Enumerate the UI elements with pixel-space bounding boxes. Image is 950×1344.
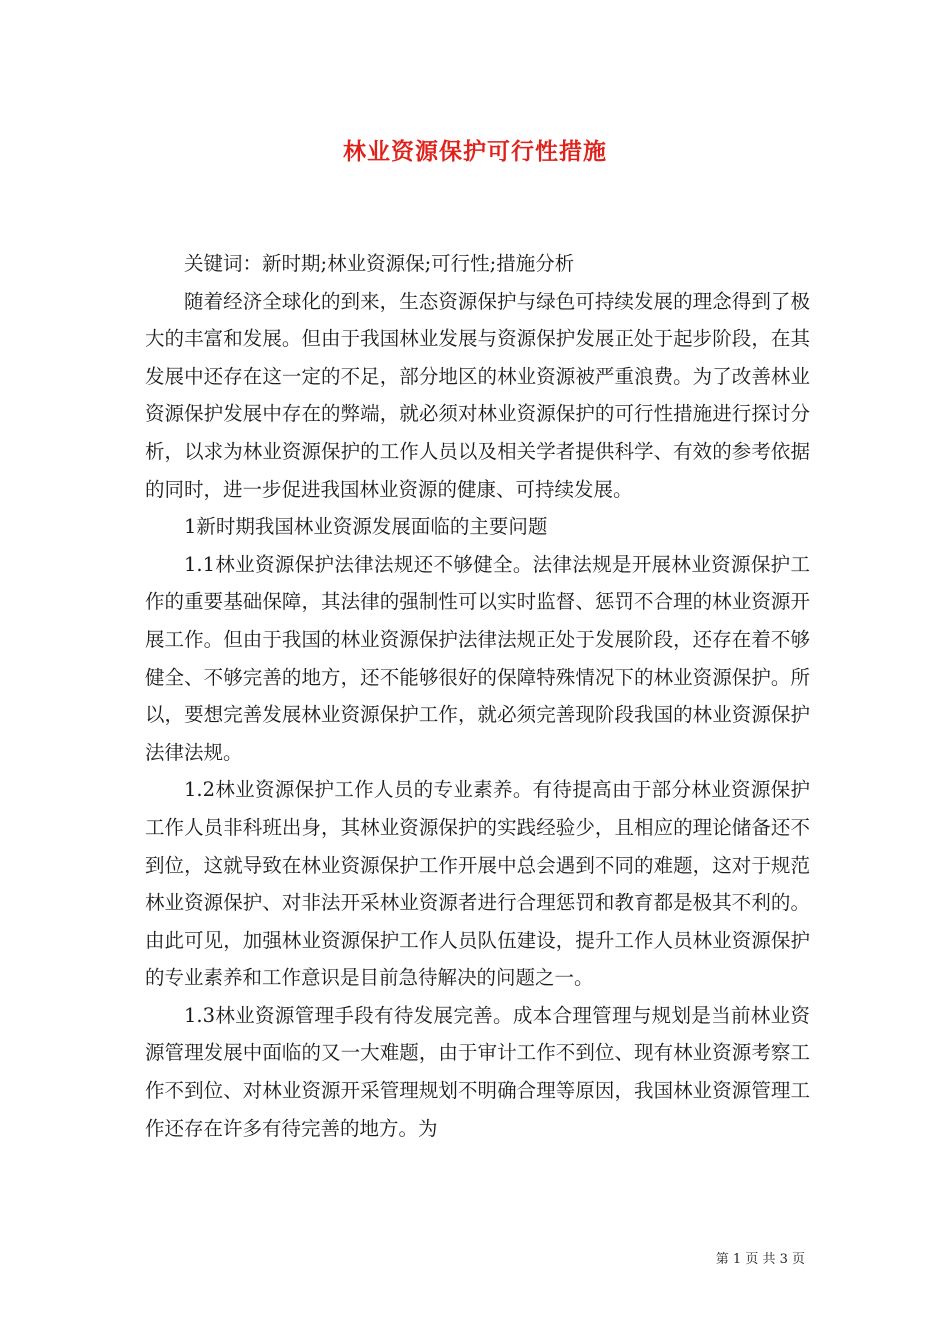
section-1-2-paragraph: 1.2林业资源保护工作人员的专业素养。有待提高由于部分林业资源保护工作人员非科班出身，其林业资源保护的实践经验少，且相应的理论储备还不到位，这就导致在林业资源保护工作开展中总会遇到不同的难题，这对于规范林业资源保护、对非法开采林业资源者进行合理惩罚和教育都是极其不利的。由此可见，加强林业资源保护工作人员队伍建设，提升工作人员林业资源保护的专业素养和工作意识是目前急待解决的问题之一。 — [145, 778, 810, 990]
document-title: 林业资源保护可行性措施 — [343, 139, 607, 165]
keywords-paragraph: 关键词：新时期;林业资源保;可行性;措施分析 — [184, 252, 575, 275]
document-body — [145, 245, 810, 1147]
section-1-3-paragraph: 1.3林业资源管理手段有待发展完善。成本合理管理与规划是当前林业资源管理发展中面临的又一大难题，由于审计工作不到位、现有林业资源考察工作不到位、对林业资源开采管理规划不明确合理等原因，我国林业资源管理工作还存在许多有待完善的地方。为 — [145, 1003, 810, 1140]
section-1-1-paragraph: 1.1林业资源保护法律法规还不够健全。法律法规是开展林业资源保护工作的重要基础保障，其法律的强制性可以实时监督、惩罚不合理的林业资源开展工作。但由于我国的林业资源保护法律法规正处于发展阶段，还存在着不够健全、不够完善的地方，还不能够很好的保障特殊情况下的林业资源保护。所以，要想完善发展林业资源保护工作，就必须完善现阶段我国的林业资源保护法律法规。 — [145, 552, 810, 764]
page-number-footer: 第 1 页 共 3 页 — [715, 1252, 805, 1267]
section-heading-1: 1新时期我国林业资源发展面临的主要问题 — [184, 515, 548, 539]
intro-paragraph: 随着经济全球化的到来，生态资源保护与绿色可持续发展的理念得到了极大的丰富和发展。但由于我国林业发展与资源保护发展正处于起步阶段，在其发展中还存在这一定的不足，部分地区的林业资源被严重浪费。为了改善林业资源保护发展中存在的弊端，就必须对林业资源保护的可行性措施进行探讨分析，以求为林业资源保护的工作人员以及相关学者提供科学、有效的参考依据的同时，进一步促进我国林业资源的健康、可持续发展。 — [145, 289, 810, 501]
